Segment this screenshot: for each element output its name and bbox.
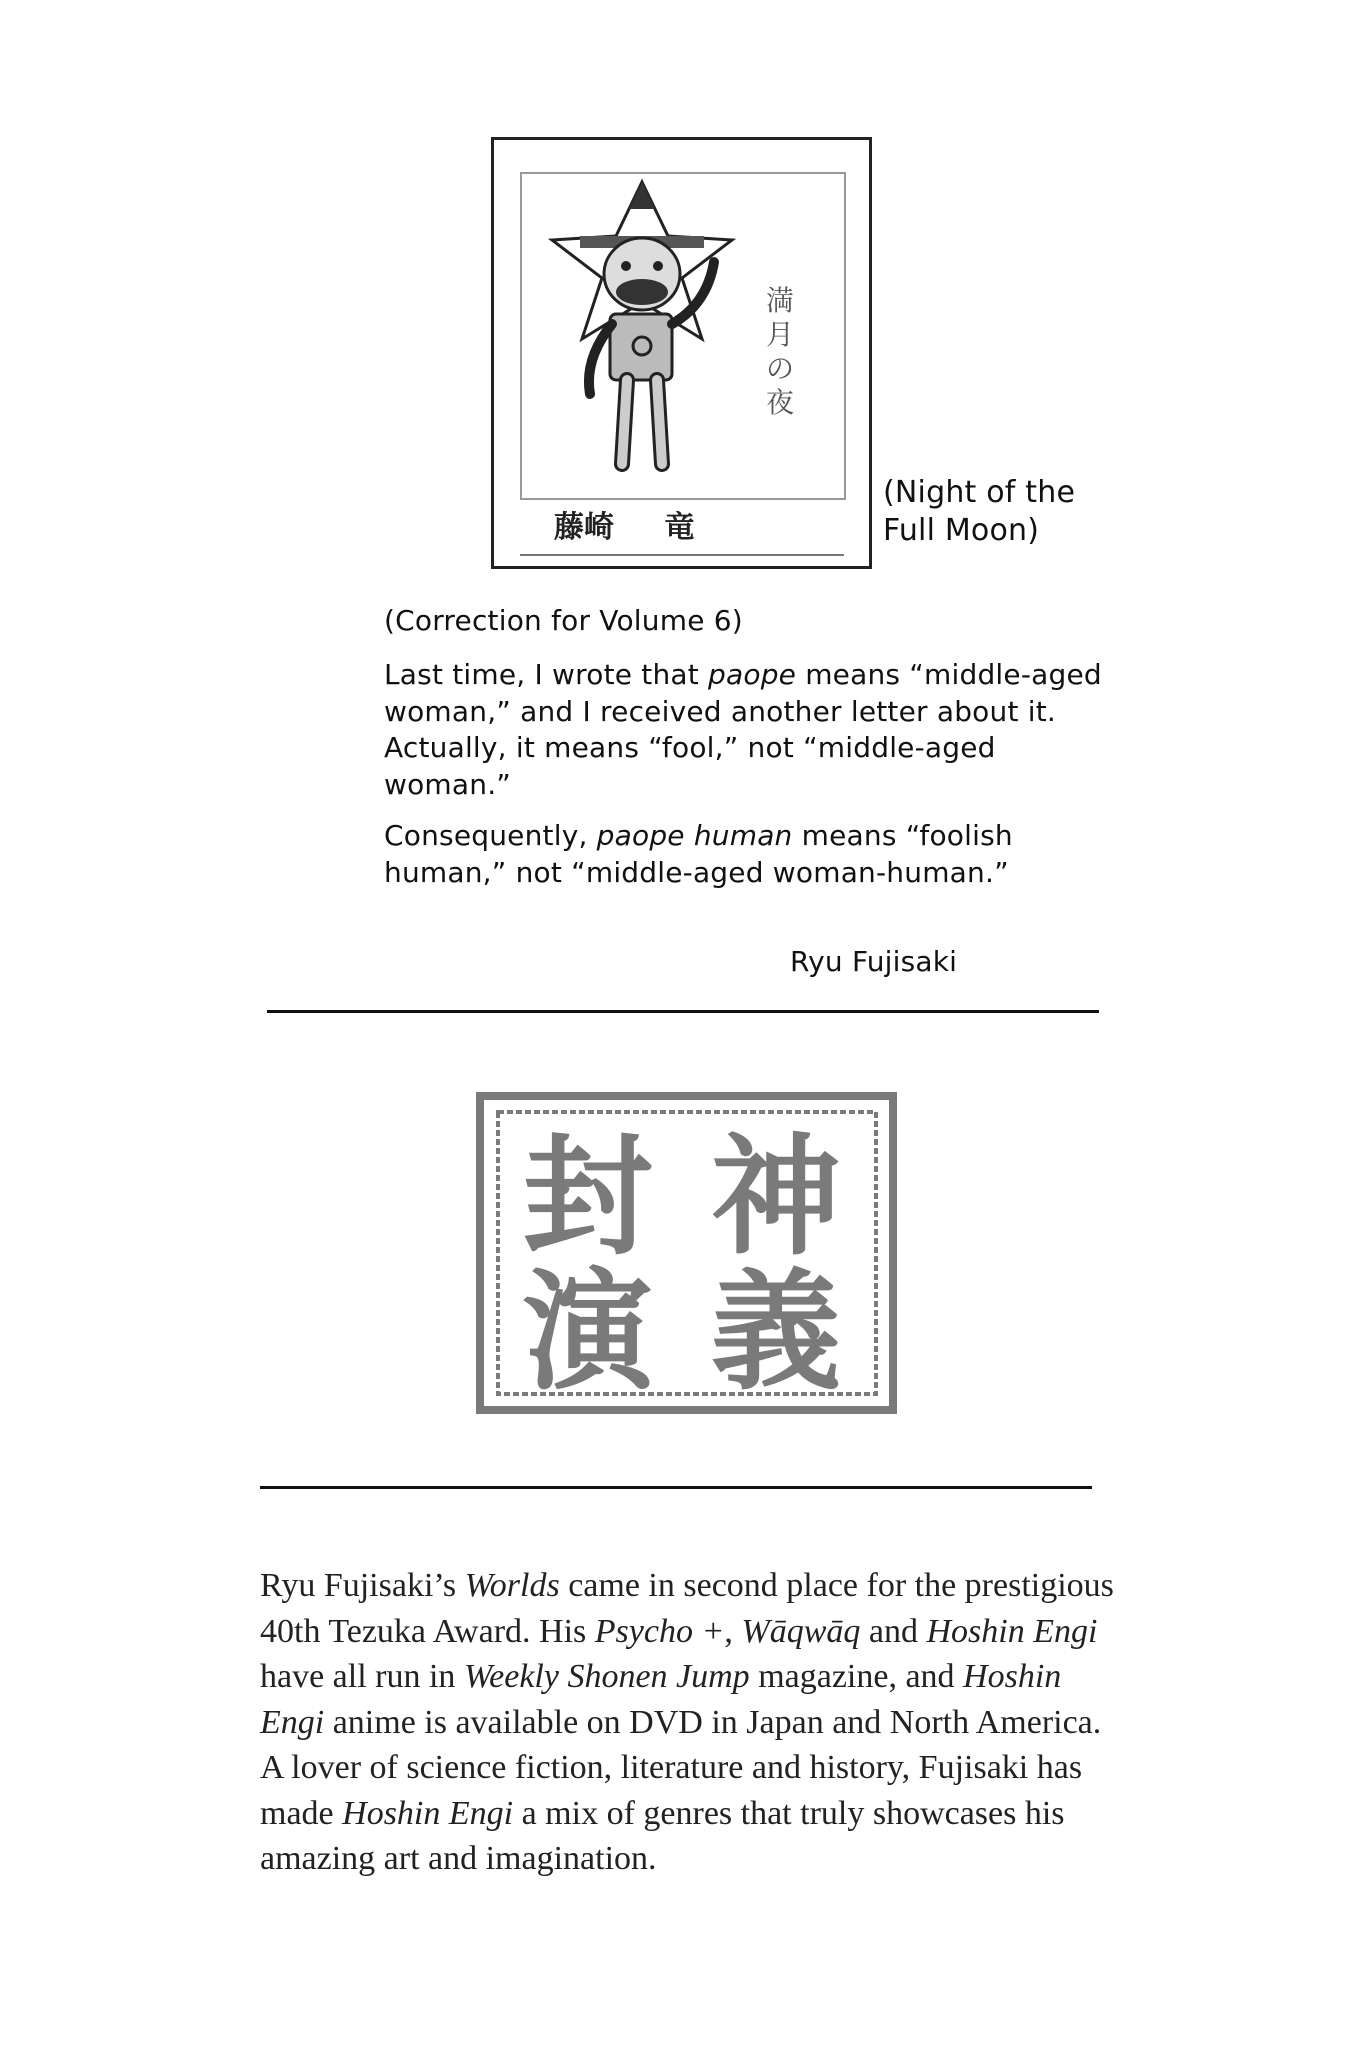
seal-character: 演 xyxy=(522,1255,654,1408)
italic-title: Wāqwāq xyxy=(741,1612,861,1650)
italic-title: paope xyxy=(708,658,797,691)
divider-bottom xyxy=(260,1486,1092,1489)
text-run: , xyxy=(724,1612,742,1650)
text-run: have all run in xyxy=(260,1658,464,1695)
italic-title: Hoshin Engi xyxy=(260,1658,1062,1741)
author-bio xyxy=(260,1563,1130,1882)
italic-title: Weekly Shonen Jump xyxy=(463,1658,750,1695)
seal-character: 義 xyxy=(710,1255,842,1408)
text-run: and xyxy=(860,1612,927,1650)
italic-title: Hoshin Engi xyxy=(926,1612,1098,1650)
vertical-title-jp: 満月の夜 xyxy=(766,284,795,419)
italic-title: Worlds xyxy=(464,1567,560,1604)
seal-character: 神 xyxy=(710,1120,842,1273)
text-run: came in second place for the prestigious 40th Tezuka Award. His xyxy=(260,1567,1114,1650)
name-underline xyxy=(520,554,844,556)
portrait-caption xyxy=(883,474,1143,550)
correction-paragraph-1 xyxy=(384,657,1104,803)
divider-top xyxy=(267,1010,1099,1013)
author-portrait-frame xyxy=(491,137,872,569)
text-run: anime is available on DVD in Japan and North America. A lover of science fiction, literature and history, Fujisaki has made xyxy=(260,1703,1102,1832)
author-name-jp: 藤崎 竜 xyxy=(554,510,695,545)
text-run: Last time, I wrote that xyxy=(384,658,709,691)
seal-stamp xyxy=(476,1092,897,1414)
text-run: magazine, and xyxy=(749,1658,964,1695)
text-run: means “middle-aged woman,” and I received another letter about it. Actually, it means “fool,” not “middle-aged woman.” xyxy=(384,658,1102,801)
correction-paragraph-2 xyxy=(384,818,1104,891)
caption-line-2: Full Moon) xyxy=(883,513,1040,548)
hoshin-engi-seal-logo xyxy=(476,1092,897,1414)
text-run: a mix of genres that truly showcases his amazing art and imagination. xyxy=(260,1794,1065,1877)
text-run: Ryu Fujisaki’s xyxy=(260,1567,465,1604)
italic-title: Psycho + xyxy=(594,1612,725,1650)
portrait-inner-frame xyxy=(520,172,846,500)
correction-heading: (Correction for Volume 6) xyxy=(384,604,743,637)
italic-title: paope human xyxy=(596,819,793,852)
text-run: Consequently, xyxy=(384,819,597,852)
text-run: means “foolish human,” not “middle-aged woman-human.” xyxy=(384,819,1013,889)
italic-title: Hoshin Engi xyxy=(342,1794,514,1832)
seal-character: 封 xyxy=(522,1120,654,1273)
signature: Ryu Fujisaki xyxy=(790,945,958,978)
caption-line-1: (Night of the xyxy=(883,475,1076,510)
